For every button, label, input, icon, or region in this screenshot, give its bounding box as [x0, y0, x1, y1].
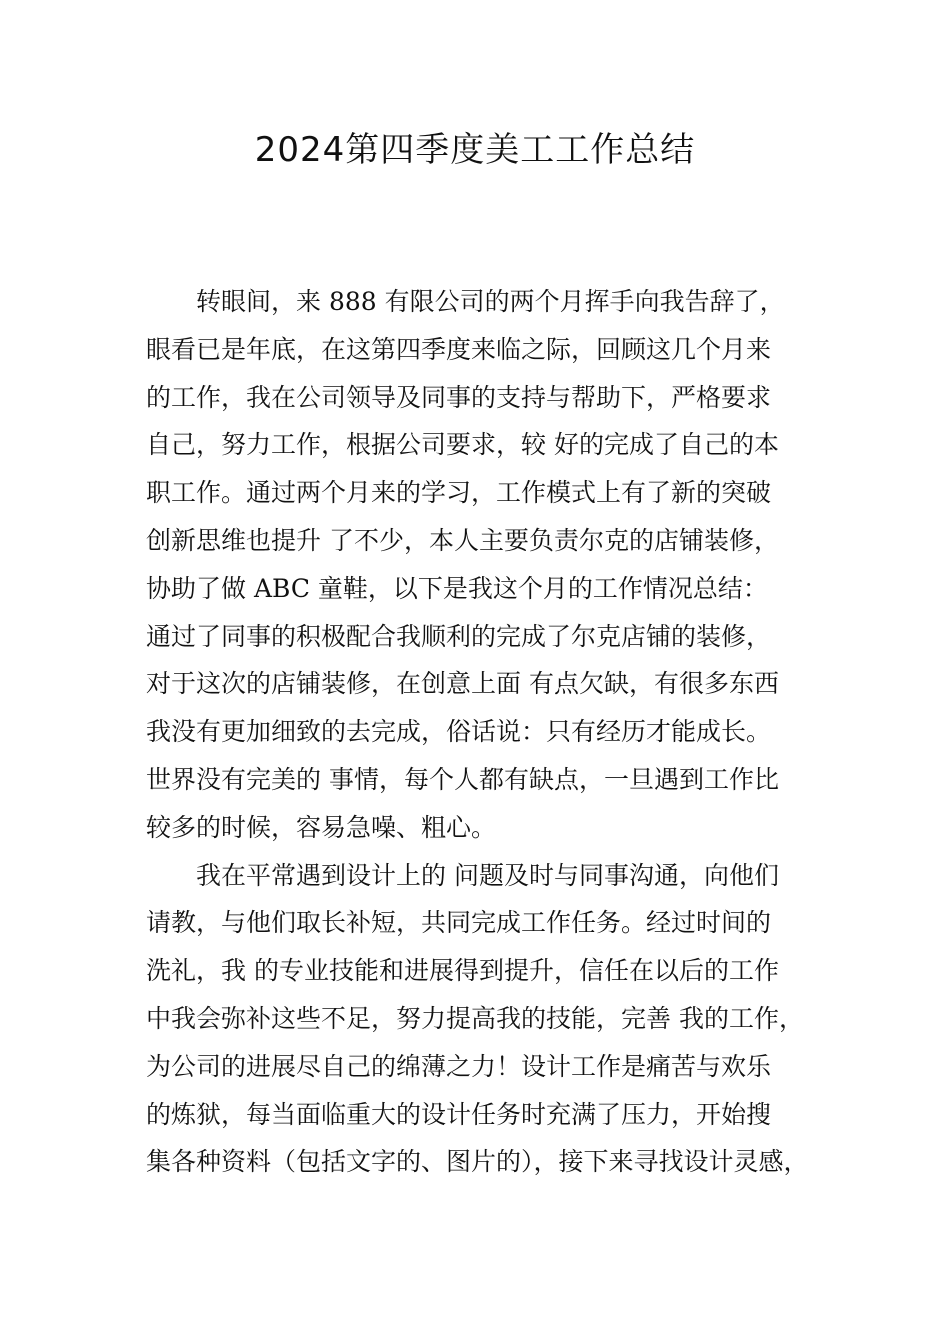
paragraph-line: 转眼间，来 888 有限公司的两个月挥手向我告辞了， — [196, 287, 785, 316]
paragraph-line: 世界没有完美的 事情，每个人都有缺点，一旦遇到工作比 — [146, 764, 779, 794]
paragraph-line: 我在平常遇到设计上的 问题及时与同事沟通，向他们 — [196, 860, 779, 890]
paragraph-line: 我没有更加细致的去完成，俗话说：只有经历才能成长。 — [146, 717, 772, 747]
paragraph-line: 洗礼，我 的专业技能和进展得到提升，信任在以后的工作 — [146, 956, 779, 986]
paragraph-line: 创新思维也提升 了不少，本人主要负责尔克的店铺装修， — [146, 525, 779, 555]
paragraph-line: 的工作，我在公司领导及同事的支持与帮助下，严格要求 — [146, 382, 772, 412]
paragraph-line: 自己，努力工作，根据公司要求，较 好的完成了自己的本 — [146, 430, 779, 460]
paragraph-line: 对于这次的店铺装修，在创意上面 有点欠缺，有很多东西 — [146, 669, 779, 699]
paragraph-line: 的炼狱，每当面临重大的设计任务时充满了压力，开始搜 — [146, 1099, 772, 1129]
paragraph-line: 职工作。通过两个月来的学习，工作模式上有了新的突破 — [146, 478, 772, 508]
document-body — [146, 278, 826, 1186]
document-title: 2024第四季度美工工作总结 — [254, 130, 696, 170]
paragraph-line: 眼看已是年底，在这第四季度来临之际，回顾这几个月来 — [146, 334, 772, 364]
paragraph-line: 中我会弥补这些不足，努力提高我的技能，完善 我的工作， — [146, 1003, 804, 1033]
paragraph-line: 协助了做 ABC 童鞋，以下是我这个月的工作情况总结： — [146, 573, 768, 603]
paragraph-line: 较多的时候，容易急噪、粗心。 — [146, 812, 497, 842]
paragraph-line: 为公司的进展尽自己的绵薄之力！设计工作是痛苦与欢乐 — [146, 1051, 772, 1081]
paragraph-line: 集各种资料（包括文字的、图片的），接下来寻找设计灵感， — [146, 1147, 809, 1177]
paragraph-line: 请教，与他们取长补短，共同完成工作任务。经过时间的 — [146, 908, 772, 938]
paragraph-line: 通过了同事的积极配合我顺利的完成了尔克店铺的装修， — [146, 621, 772, 651]
